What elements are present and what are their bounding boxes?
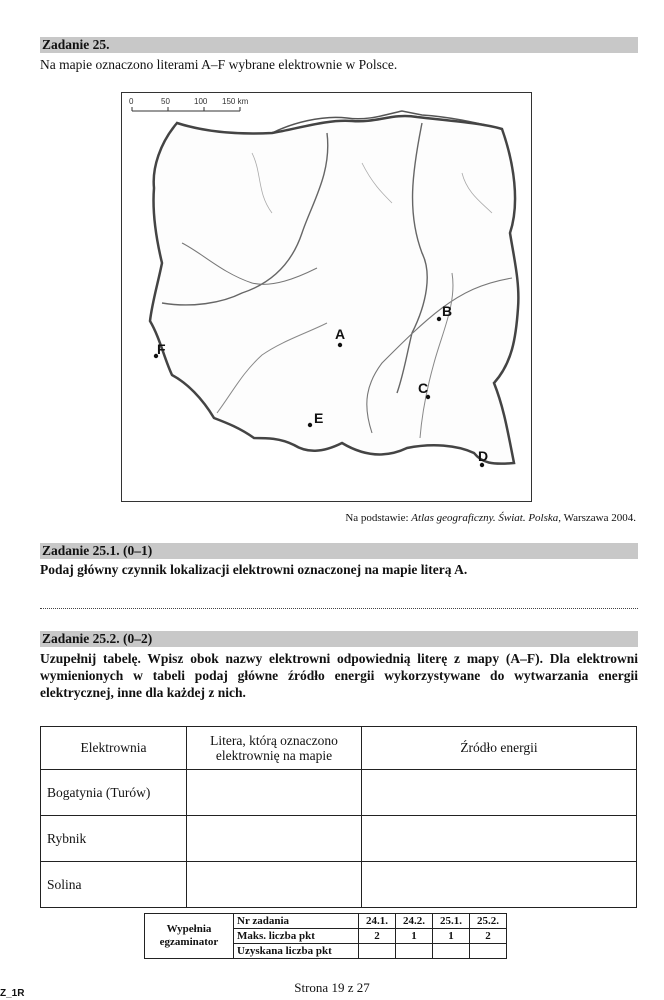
page-number: Strona 19 z 27 xyxy=(294,980,370,995)
source-title: Atlas geograficzny. Świat. Polska xyxy=(411,512,559,524)
marker-label: A xyxy=(335,326,346,342)
letter-cell[interactable] xyxy=(187,816,362,862)
marker-label: B xyxy=(442,303,453,319)
obtained-points[interactable] xyxy=(396,944,433,959)
letter-cell[interactable] xyxy=(187,862,362,908)
source-cell[interactable] xyxy=(362,816,637,862)
score-row-label: Uzyskana liczba pkt xyxy=(234,944,359,959)
answer-table xyxy=(40,726,637,908)
marker-label: C xyxy=(418,380,429,396)
obtained-points[interactable] xyxy=(470,944,507,959)
table-row xyxy=(41,816,637,862)
task-25-intro: Na mapie oznaczono literami A–F wybrane elektrownie w Polsce. xyxy=(40,57,398,72)
row-label: Solina xyxy=(41,862,187,908)
scale-label: 100 xyxy=(194,97,208,106)
task-number: 25.1. xyxy=(433,914,470,929)
scale-label: 0 xyxy=(129,97,134,106)
task-25-1-heading: Zadanie 25.1. (0–1) xyxy=(40,543,638,559)
exam-code: Z_1R xyxy=(0,988,25,999)
task-25-2-heading: Zadanie 25.2. (0–2) xyxy=(40,631,638,647)
score-row-label: Maks. liczba pkt xyxy=(234,929,359,944)
map-source xyxy=(345,512,636,524)
scale-label: 150 km xyxy=(222,97,249,106)
row-label: Bogatynia (Turów) xyxy=(41,770,187,816)
marker-label: F xyxy=(157,341,166,357)
max-points: 1 xyxy=(433,929,470,944)
marker-label: D xyxy=(478,448,489,464)
marker-label: E xyxy=(314,410,324,426)
task-25-heading: Zadanie 25. xyxy=(40,37,638,53)
source-cell[interactable] xyxy=(362,770,637,816)
table-row xyxy=(41,862,637,908)
obtained-points[interactable] xyxy=(359,944,396,959)
max-points: 2 xyxy=(359,929,396,944)
task-number: 24.2. xyxy=(396,914,433,929)
poland-map-svg xyxy=(122,93,532,502)
marker-d xyxy=(478,448,488,467)
source-prefix: Na podstawie: xyxy=(345,512,412,524)
source-cell[interactable] xyxy=(362,862,637,908)
column-header: Litera, którą oznaczono elektrownię na mapie xyxy=(187,727,362,770)
poland-map xyxy=(121,92,532,502)
scale-label: 50 xyxy=(161,97,170,106)
obtained-points[interactable] xyxy=(433,944,470,959)
score-table-label: Wypełnia egzaminator xyxy=(145,914,234,959)
marker-f xyxy=(154,341,166,358)
max-points: 1 xyxy=(396,929,433,944)
answer-line[interactable] xyxy=(40,608,638,609)
source-suffix: , Warszawa 2004. xyxy=(558,512,636,524)
letter-cell[interactable] xyxy=(187,770,362,816)
column-header: Źródło energii xyxy=(362,727,637,770)
table-row xyxy=(41,770,637,816)
score-table xyxy=(144,913,507,959)
max-points: 2 xyxy=(470,929,507,944)
task-number: 25.2. xyxy=(470,914,507,929)
row-label: Rybnik xyxy=(41,816,187,862)
task-number: 24.1. xyxy=(359,914,396,929)
map-scale xyxy=(129,97,249,111)
score-row-label: Nr zadania xyxy=(234,914,359,929)
task-25-1-question: Podaj główny czynnik lokalizacji elektrowni oznaczonej na mapie literą A. xyxy=(40,562,468,577)
poland-border xyxy=(150,116,518,464)
column-header: Elektrownia xyxy=(41,727,187,770)
task-25-2-instruction: Uzupełnij tabelę. Wpisz obok nazwy elektrowni odpowiednią literę z mapy (A–F). Dla elektrowni wymienionych w tabeli podaj główne źródło energii wykorzystywane do wytwarzania energii elektrycznej, inne dla każdej z nich. xyxy=(40,651,638,700)
